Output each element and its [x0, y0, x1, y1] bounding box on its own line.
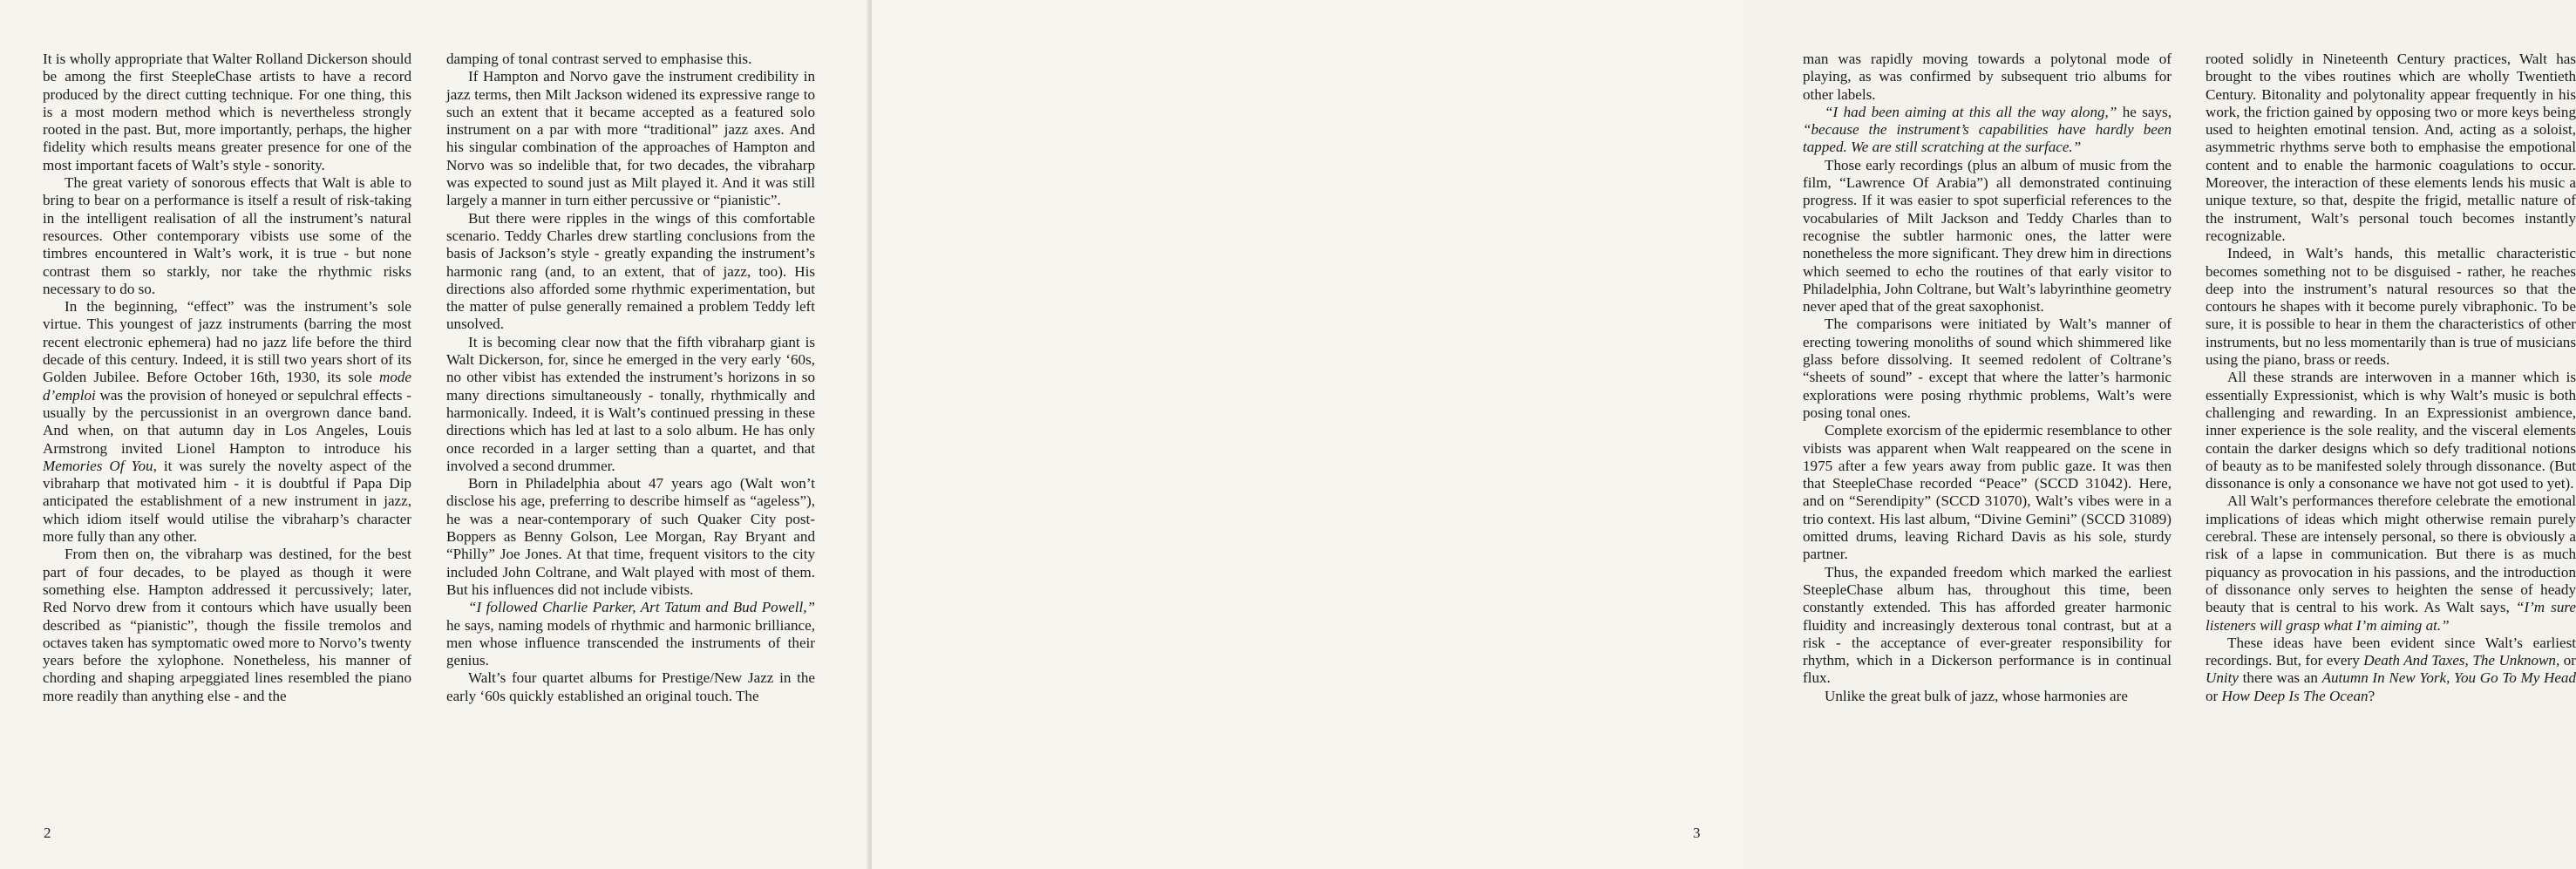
text-column-2: [446, 51, 815, 705]
text-run: It is becoming clear now that the fifth vibraharp giant is Walt Dickerson, for, since he emerged in the very early ‘60s, no other vibist has extended the instrument’s horizons in so many directions simultaneously - tonally, rhythmically and harmonically. Indeed, it is Walt’s continued pressing in these directions which has led at last to a solo album. He has only once recorded in a larger setting than a quartet, and that involved a second drummer.: [446, 333, 815, 474]
text-run: All Walt’s performances therefore celebrate the emotional implications of ideas which might otherwise remain purely cerebral. These are intensely personal, so there is obviously a risk of a lapse in communication. But there is as much piquancy as provocation in his passions, and the introduction of dissonance only serves to heighten the sense of heady beauty that is central to his work. As Walt says,: [2206, 492, 2576, 616]
paragraph: [2206, 635, 2576, 705]
text-run: or: [2206, 687, 2222, 704]
paragraph: [43, 51, 411, 174]
italic-text: “because the instrument’s capabilities have hardly been tapped. We are still scratching at the surface.”: [1803, 121, 2172, 156]
text-run: man was rapidly moving towards a polytonal mode of playing, as was confirmed by subsequent trio albums for other labels.: [1803, 51, 2172, 103]
text-run: All these strands are interwoven in a manner which is essentially Expressionist, which is why Walt’s music is both challenging and rewarding. In an Expressionist ambience, inner experience is the sole reality, and the visceral elements contain the darker designs which so defy traditional notions of beauty as to be manifested solely through dissonance. (But dissonance is only a consonance we have not got used to yet).: [2206, 369, 2576, 492]
italic-text: Unity: [2206, 669, 2239, 687]
paragraph: [446, 210, 815, 334]
italic-text: Autumn In New York, You Go To My Head: [2321, 669, 2576, 687]
text-run: In the beginning, “effect” was the instrument’s sole virtue. This youngest of jazz instruments (barring the most recent electronic ephemera) had no jazz life before the third decade of this century. Indeed, it is still two years short of its Golden Jubilee. Before October 16th, 1930, its sole: [43, 298, 411, 386]
text-run: The great variety of sonorous effects that Walt is able to bring to bear on a performance is itself a result of risk-taking in the intelligent realisation of all the instrument’s natural resources. Other contemporary vibists use some of the timbres encountered in Walt’s work, it is true - but none contrast them so starkly, nor take the rhythmic risks necessary to do so.: [43, 174, 411, 297]
italic-text: “I followed Charlie Parker, Art Tatum and Bud Powell,”: [468, 599, 815, 616]
text-run: It is wholly appropriate that Walter Rolland Dickerson should be among the first SteepleChase artists to have a record produced by the direct cutting technique. For one thing, this is a most modern method which is nevertheless strongly rooted in the past. But, more importantly, perhaps, the higher fidelity which results means greater presence for one of the most important facets of Walt’s style - sonority.: [43, 51, 411, 173]
text-run: Unlike the great bulk of jazz, whose harmonies are: [1825, 687, 2128, 704]
text-run: Born in Philadelphia about 47 years ago (Walt won’t disclose his age, preferring to describe himself as “ageless”), he was a near-contemporary of such Quaker City post-Boppers as Benny Golson, Lee Morgan, Ray Bryant and “Philly” Joe Jones. At that time, frequent visitors to the city included John Coltrane, and Walt played with most of them. But his influences did not include vibists.: [446, 475, 815, 598]
paragraph: [1803, 157, 2172, 316]
text-column-4: [2206, 51, 2576, 705]
text-run: But there were ripples in the wings of this comfortable scenario. Teddy Charles drew startling conclusions from the basis of Jackson’s style - greatly expanding the instrument’s harmonic rang (and, to an extent, that of jazz, too). His directions also afforded some rhythmic experimentation, but the matter of pulse generally remained a problem Teddy left unsolved.: [446, 209, 815, 333]
text-run: The comparisons were initiated by Walt’s manner of erecting towering monoliths of sound which shimmered like glass before dissolving. It seemed redolent of Coltrane’s “sheets of sound” - except that where the latter’s harmonic explorations were posing rhythmic problems, Walt’s were posing tonal ones.: [1803, 316, 2172, 421]
paragraph: [2206, 369, 2576, 492]
paragraph: [446, 334, 815, 475]
text-column-3: [1803, 51, 2172, 705]
paragraph: [2206, 245, 2576, 369]
text-run: Walt’s four quartet albums for Prestige/New Jazz in the early ‘60s quickly established an original touch. The: [446, 669, 815, 704]
text-run: Thus, the expanded freedom which marked the earliest SteepleChase album has, throughout this time, been constantly extended. This has afforded greater harmonic fluidity and increasingly dexterous tonal contrast, but at a risk - the acceptance of ever-greater responsibility for rhythm, which in a Dickerson performance is in continual flux.: [1803, 563, 2172, 687]
text-run: These ideas have been evident since Walt’s earliest recordings. But, for every: [2206, 634, 2576, 669]
paragraph: [43, 546, 411, 705]
paragraph: [2206, 492, 2576, 634]
text-run: Complete exorcism of the epidermic resemblance to other vibists was apparent when Walt reappeared on the scene in 1975 after a few years away from public gaze. It was then that SteepleChase recorded “Peace” (SCCD 31042). Here, and on “Serendipity” (SCCD 31070), Walt’s vibes were in a trio context. His last album, “Divine Gemini” (SCCD 31089) omitted drums, leaving Richard Davis as his sole, sturdy partner.: [1803, 422, 2172, 563]
paragraph: [446, 68, 815, 209]
text-run: rooted solidly in Nineteenth Century practices, Walt has brought to the vibes routines which are wholly Twentieth Century. Bitonality and polytonality appear frequently in his work, the friction gained by opposing two or more keys being used to heighten emotinal tension. And, acting as a soloist, asymmetric rhythms serve both to emphasise the empotional content and to enable the harmonic coagulations to occur. Moreover, the interaction of these elements lends his music a unique texture, so that, despite the frigid, metallic nature of the instrument, Walt’s personal touch becomes instantly recognizable.: [2206, 51, 2576, 244]
text-column-1: [43, 51, 411, 705]
italic-text: Memories Of You: [43, 457, 153, 474]
paragraph: [1803, 316, 2172, 422]
paragraph: [1803, 51, 2172, 104]
italic-text: How Deep Is The Ocean: [2221, 687, 2369, 704]
text-run: damping of tonal contrast served to emphasise this.: [446, 51, 752, 67]
paragraph: [43, 174, 411, 298]
paragraph: [446, 599, 815, 669]
paragraph: [446, 669, 815, 705]
paragraph: [43, 298, 411, 546]
page-number-right: 3: [1693, 825, 1701, 841]
text-run: If Hampton and Norvo gave the instrument credibility in jazz terms, then Milt Jackson widened its expressive range to such an extent that it became accepted as a featured solo instrument on a par with more “traditional” jazz axes. And his singular combination of the approaches of Hampton and Norvo was so indelible that, for two decades, the vibraharp was expected to sound just as Milt played it. And it was still largely a manner in turn either percussive or “pianistic”.: [446, 68, 815, 209]
text-run: From then on, the vibraharp was destined, for the best part of four decades, to be played as though it were something else. Hampton addressed it percussively; later, Red Norvo drew from it contours which have usually been described as “pianistic”, though the fissile tremolos and octaves taken has symptomatic owed more to Norvo’s twenty years before the xylophone. Nonetheless, his manner of chording and shaping arpeggiated lines resembled the piano more readily than anything else - and the: [43, 546, 411, 704]
italic-text: “I’m sure listeners will grasp what I’m aiming at.”: [2206, 599, 2576, 634]
text-run: or: [2559, 652, 2576, 669]
text-run: was the provision of honeyed or sepulchral effects - usually by the percussionist in an overgrown dance band. And when, on that autumn day in Los Angeles, Louis Armstrong invited Lionel Hampton to introduce his: [43, 386, 411, 457]
page-number-left: 2: [44, 825, 51, 841]
left-page: [0, 0, 869, 869]
text-run: he says, naming models of rhythmic and harmonic brilliance, men whose influence transcended the instruments of their genius.: [446, 616, 815, 669]
paragraph: [1803, 688, 2172, 705]
right-page: [872, 0, 2576, 869]
italic-text: “I had been aiming at this all the way along,”: [1825, 103, 2117, 120]
text-run: , it was surely the novelty aspect of the vibraharp that motivated him - it is doubtful if Papa Dip anticipated the establishment of a new instrument in jazz, which idiom itself would utilise the vibraharp’s character more fully than any other.: [43, 457, 411, 546]
text-run: he says,: [2117, 103, 2172, 120]
paragraph: [1803, 564, 2172, 688]
paragraph: [1803, 422, 2172, 563]
paragraph: [2206, 51, 2576, 245]
text-run: there was an: [2238, 669, 2322, 687]
text-run: Indeed, in Walt’s hands, this metallic characteristic becomes something not to be disguised - rather, he reaches deep into the instrument’s natural resources so that the contours he shapes with it become purely vibraphonic. To be sure, it is possible to hear in them the characteristics of other instruments, but no less momentarily than is true of musicians using the piano, brass or reeds.: [2206, 245, 2576, 369]
paragraph: [446, 475, 815, 599]
text-run: ?: [2368, 687, 2375, 704]
paragraph: [446, 51, 815, 68]
paragraph: [1803, 104, 2172, 157]
text-run: Those early recordings (plus an album of music from the film, “Lawrence Of Arabia”) all demonstrated continuing progress. If it was easier to spot superficial references to the vocabularies of Milt Jackson and Teddy Charles than to recognise the subtler harmonic ones, the latter were nonetheless the more significant. They drew him in directions which seemed to echo the routines of that early visitor to Philadelphia, John Coltrane, but Walt’s labyrinthine geometry never aped that of the great saxophonist.: [1803, 156, 2172, 316]
italic-text: mode d’emploi: [43, 369, 411, 404]
italic-text: Death And Taxes, The Unknown,: [2363, 652, 2560, 669]
